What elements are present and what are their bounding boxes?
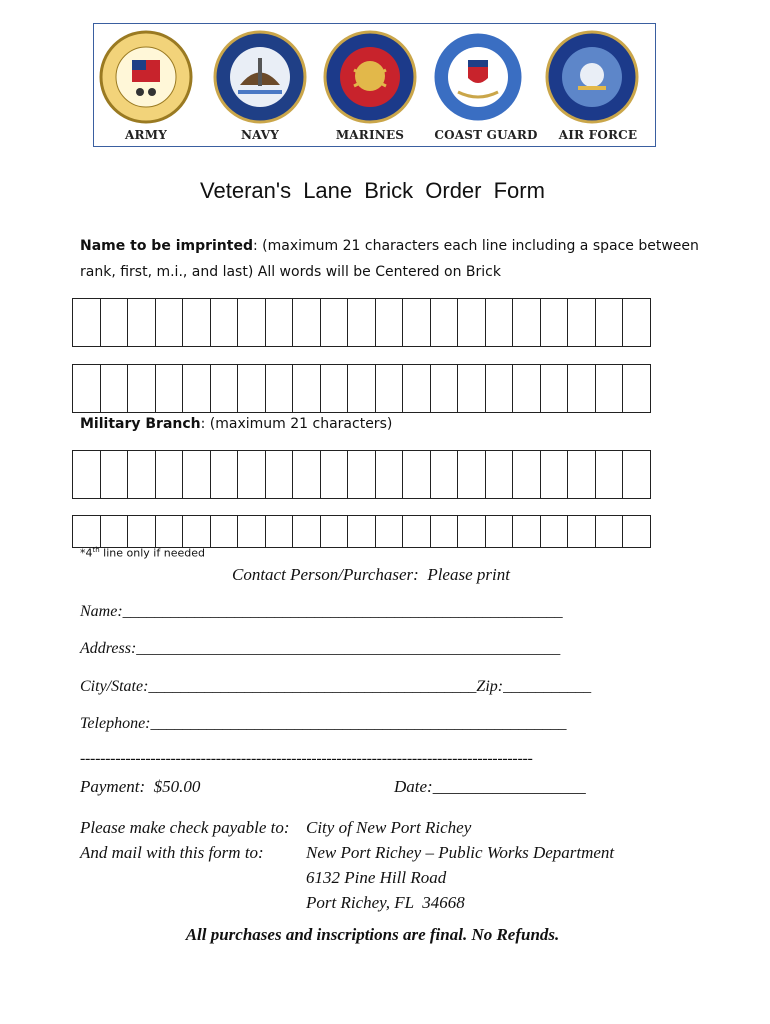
fourth-line-grid[interactable]	[72, 515, 651, 548]
character-box[interactable]	[321, 516, 349, 548]
name-field[interactable]: Name:_______________________________________________________	[80, 603, 563, 620]
character-box[interactable]	[541, 365, 569, 413]
seal-label-army: ARMY	[125, 128, 167, 142]
mail-with-form-label: And mail with this form to:	[80, 843, 264, 862]
military-seals-banner	[93, 23, 656, 147]
character-box[interactable]	[541, 299, 569, 347]
character-box[interactable]	[486, 299, 514, 347]
character-box[interactable]	[73, 365, 101, 413]
mailing-city: Port Richey, FL 34668	[306, 893, 465, 912]
note-text: line only if needed	[99, 546, 205, 560]
name-instructions	[80, 233, 720, 285]
character-box[interactable]	[293, 365, 321, 413]
name-instructions-text: : (maximum 21 characters each line including a space between rank, first, m.i., and last) All words will be Centered on Brick	[80, 238, 699, 280]
character-box[interactable]	[128, 516, 156, 548]
character-box[interactable]	[293, 299, 321, 347]
army-seal-icon	[96, 30, 196, 124]
character-box[interactable]	[458, 516, 486, 548]
character-box[interactable]	[128, 299, 156, 347]
character-box[interactable]	[183, 516, 211, 548]
character-box[interactable]	[431, 451, 459, 499]
character-box[interactable]	[293, 451, 321, 499]
character-box[interactable]	[183, 451, 211, 499]
payee-name: City of New Port Richey	[306, 818, 472, 837]
character-box[interactable]	[403, 516, 431, 548]
character-box[interactable]	[541, 451, 569, 499]
character-box[interactable]	[128, 365, 156, 413]
branch-instructions	[80, 411, 720, 437]
character-box[interactable]	[321, 299, 349, 347]
seal-label-air-force: AIR FORCE	[558, 128, 638, 142]
character-box[interactable]	[458, 451, 486, 499]
navy-seal-icon	[210, 30, 310, 124]
character-box[interactable]	[156, 299, 184, 347]
character-box[interactable]	[623, 365, 651, 413]
city-state-zip-field[interactable]: City/State:_________________________________________Zip:___________	[80, 678, 592, 695]
character-box[interactable]	[513, 299, 541, 347]
character-box[interactable]	[376, 365, 404, 413]
mailing-street: 6132 Pine Hill Road	[306, 868, 447, 887]
character-box[interactable]	[73, 451, 101, 499]
character-box[interactable]	[376, 516, 404, 548]
name-label: Name to be imprinted	[80, 238, 253, 254]
character-box[interactable]	[486, 451, 514, 499]
character-box[interactable]	[348, 365, 376, 413]
character-box[interactable]	[568, 451, 596, 499]
character-box[interactable]	[128, 451, 156, 499]
character-box[interactable]	[568, 299, 596, 347]
character-box[interactable]	[321, 365, 349, 413]
character-box[interactable]	[211, 451, 239, 499]
character-box[interactable]	[623, 451, 651, 499]
character-box[interactable]	[101, 451, 129, 499]
character-box[interactable]	[238, 365, 266, 413]
name-line-2-grid[interactable]	[72, 364, 651, 413]
final-notice: All purchases and inscriptions are final. No Refunds.	[185, 925, 560, 944]
character-box[interactable]	[596, 516, 624, 548]
payment-amount: Payment: $50.00	[80, 777, 201, 796]
form-title: Veteran's Lane Brick Order Form	[200, 178, 545, 203]
character-box[interactable]	[376, 451, 404, 499]
date-field[interactable]: Date:__________________	[394, 777, 586, 796]
character-box[interactable]	[156, 516, 184, 548]
seal-label-navy: NAVY	[240, 128, 280, 142]
character-box[interactable]	[238, 516, 266, 548]
character-box[interactable]	[348, 451, 376, 499]
character-box[interactable]	[623, 299, 651, 347]
character-box[interactable]	[73, 516, 101, 548]
character-box[interactable]	[403, 451, 431, 499]
character-box[interactable]	[156, 365, 184, 413]
coast-guard-seal-icon	[428, 30, 528, 124]
character-box[interactable]	[211, 516, 239, 548]
character-box[interactable]	[238, 299, 266, 347]
air-force-seal-icon	[542, 30, 642, 124]
character-box[interactable]	[156, 451, 184, 499]
name-line-1-grid[interactable]	[72, 298, 651, 347]
character-box[interactable]	[266, 451, 294, 499]
character-box[interactable]	[238, 451, 266, 499]
character-box[interactable]	[596, 451, 624, 499]
character-box[interactable]	[568, 365, 596, 413]
divider-line: ------------------------------------------------------------------------------------------	[80, 750, 533, 767]
character-box[interactable]	[513, 451, 541, 499]
seal-label-coast-guard: COAST GUARD	[434, 128, 538, 142]
character-box[interactable]	[266, 299, 294, 347]
character-box[interactable]	[211, 299, 239, 347]
character-box[interactable]	[73, 299, 101, 347]
character-box[interactable]	[266, 365, 294, 413]
character-box[interactable]	[431, 299, 459, 347]
character-box[interactable]	[458, 299, 486, 347]
branch-label: Military Branch	[80, 416, 201, 432]
note-sup: th	[92, 546, 100, 554]
character-box[interactable]	[431, 365, 459, 413]
character-box[interactable]	[211, 365, 239, 413]
character-box[interactable]	[293, 516, 321, 548]
contact-heading: Contact Person/Purchaser: Please print	[232, 565, 510, 584]
marines-seal-icon	[320, 30, 420, 124]
character-box[interactable]	[348, 299, 376, 347]
telephone-field[interactable]: Telephone:____________________________________________________	[80, 715, 567, 732]
address-field[interactable]: Address:_____________________________________________________	[80, 640, 561, 657]
character-box[interactable]	[458, 365, 486, 413]
character-box[interactable]	[183, 299, 211, 347]
character-box[interactable]	[101, 365, 129, 413]
note-star: *4	[80, 546, 93, 560]
fourth-line-note	[80, 546, 205, 560]
branch-line-grid[interactable]	[72, 450, 651, 499]
character-box[interactable]	[183, 365, 211, 413]
character-box[interactable]	[101, 516, 129, 548]
check-payable-label: Please make check payable to:	[80, 818, 290, 837]
character-box[interactable]	[266, 516, 294, 548]
character-box[interactable]	[513, 365, 541, 413]
character-box[interactable]	[596, 365, 624, 413]
character-box[interactable]	[348, 516, 376, 548]
character-box[interactable]	[403, 365, 431, 413]
branch-instructions-text: : (maximum 21 characters)	[200, 416, 393, 432]
character-box[interactable]	[486, 516, 514, 548]
character-box[interactable]	[596, 299, 624, 347]
character-box[interactable]	[541, 516, 569, 548]
character-box[interactable]	[376, 299, 404, 347]
character-box[interactable]	[321, 451, 349, 499]
mailing-department: New Port Richey – Public Works Department	[306, 843, 615, 862]
character-box[interactable]	[513, 516, 541, 548]
character-box[interactable]	[431, 516, 459, 548]
character-box[interactable]	[568, 516, 596, 548]
character-box[interactable]	[403, 299, 431, 347]
seal-label-marines: MARINES	[335, 128, 405, 142]
character-box[interactable]	[623, 516, 651, 548]
character-box[interactable]	[101, 299, 129, 347]
character-box[interactable]	[486, 365, 514, 413]
